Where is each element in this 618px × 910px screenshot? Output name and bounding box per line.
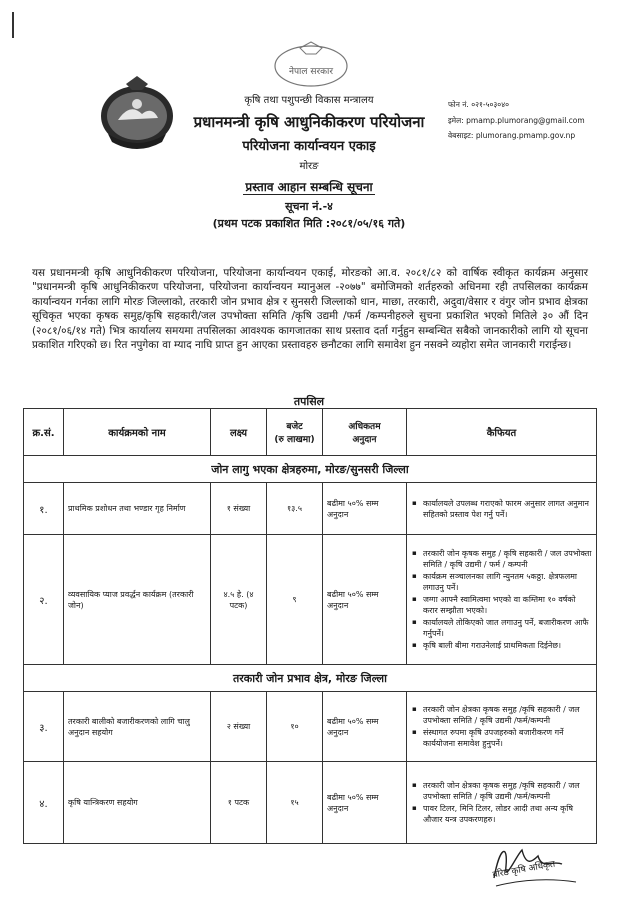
row-grant: बढीमा ५०% सम्म अनुदान bbox=[323, 483, 407, 535]
row-grant: बढीमा ५०% सम्म अनुदान bbox=[323, 535, 407, 665]
row-target: १ पटक bbox=[211, 762, 267, 844]
unit-title: परियोजना कार्यान्वयन एकाइ bbox=[242, 139, 376, 154]
section-row bbox=[24, 456, 597, 483]
svg-text:नेपाल सरकार: नेपाल सरकार bbox=[288, 67, 334, 77]
row-sn: २. bbox=[24, 535, 64, 665]
margin-mark bbox=[12, 12, 14, 38]
table-row bbox=[24, 535, 597, 665]
notice-subject: प्रस्ताव आहान सम्बन्धि सूचना bbox=[245, 180, 373, 194]
table-row bbox=[24, 692, 597, 762]
row-target: १ संख्या bbox=[211, 483, 267, 535]
col-header-grant: अधिकतम अनुदान bbox=[323, 409, 407, 456]
publish-date: (प्रथम पटक प्रकाशित मिति :२०८१/०५/१६ गते) bbox=[212, 217, 406, 230]
row-budget: १३.५ bbox=[267, 483, 323, 535]
row-target: २ संख्या bbox=[211, 692, 267, 762]
remark-item: ▪ कृषि बाली बीमा गराउनेलाई प्राथमिकता दिईनेछ। bbox=[421, 640, 592, 651]
remark-item: ▪ कार्यालयले उपलब्ध गराएको फारम अनुसार लागत अनुमान सहितको प्रस्ताव पेश गर्नु पर्ने। bbox=[421, 498, 592, 520]
notice-number: सूचना नं.-४ bbox=[285, 200, 333, 213]
remark-item: ▪ तरकारी जोन कृषक समुह / कृषि सहकारी / जल उपभोक्ता समिति / कृषि उद्यमी / फर्म / कम्पनी bbox=[421, 548, 592, 570]
col-header-target: लक्ष्य bbox=[211, 409, 267, 456]
remark-item: ▪ कार्यालयले तोकिएको जात लगाउनु पर्ने, बजारीकरण आफै गर्नुपर्ने। bbox=[421, 617, 592, 639]
remark-item: ▪ तरकारी जोन क्षेत्रका कृषक समुह /कृषि सहकारी / जल उपभोक्ता समिति / कृषि उद्यमी /फर्म/कम्पनी bbox=[421, 704, 592, 726]
row-remarks bbox=[407, 483, 597, 535]
row-sn: ३. bbox=[24, 692, 64, 762]
row-program-name: तरकारी बालीको बजारीकरणको लागि चालु अनुदान सहयोग bbox=[64, 692, 211, 762]
remark-item: ▪ संस्थागत रुपमा कृषि उपजहरुको बजारीकरण गर्ने कार्ययोजना समावेश हुनुपर्ने। bbox=[421, 727, 592, 749]
row-budget: ९ bbox=[267, 535, 323, 665]
details-heading: तपसिल bbox=[293, 395, 325, 408]
ministry-name: कृषि तथा पशुपन्छी विकास मन्त्रालय bbox=[244, 95, 374, 106]
contact-phone: फोन नं. ०२१-५०३०४० bbox=[448, 100, 510, 109]
row-grant: बढीमा ५०% सम्म अनुदान bbox=[323, 762, 407, 844]
contact-email: इमेल: pmamp.plumorang@gmail.com bbox=[448, 116, 585, 125]
row-program-name: व्यवसायिक प्याज प्रवर्द्धन कार्यक्रम (तरकारी जोन) bbox=[64, 535, 211, 665]
row-program-name: प्राथमिक प्रशोधन तथा भण्डार गृह निर्माण bbox=[64, 483, 211, 535]
programs-table bbox=[23, 408, 597, 844]
row-sn: ४. bbox=[24, 762, 64, 844]
contact-website: वेबसाइट: plumorang.pmamp.gov.np bbox=[448, 131, 576, 140]
table-header-row bbox=[24, 409, 597, 456]
signatory-title: वरिष्ठ कृषि अधिकृत bbox=[491, 859, 556, 881]
col-header-name: कार्यक्रमको नाम bbox=[64, 409, 211, 456]
row-target: ४.५ हे. (४ पटक) bbox=[211, 535, 267, 665]
remark-item: ▪ पावर टिलर, मिनि टिलर, लोडर आदी तथा अन्य कृषि औजार यन्त्र उपकरणहरु। bbox=[421, 803, 592, 825]
row-program-name: कृषि यान्त्रिकरण सहयोग bbox=[64, 762, 211, 844]
row-budget: १५ bbox=[267, 762, 323, 844]
remark-item: ▪ कार्यक्रम सञ्चालनका लागि न्युनतम ५कठ्ठा. क्षेत्रफलमा लगाउनु पर्ने। bbox=[421, 571, 592, 593]
col-header-sn: क्र.सं. bbox=[24, 409, 64, 456]
section-row bbox=[24, 665, 597, 692]
row-remarks bbox=[407, 692, 597, 762]
office-seal-stamp bbox=[272, 40, 350, 88]
remark-item: ▪ जग्गा आफ्नै स्वामित्वमा भएको वा कम्तिमा १० वर्षको करार सम्झौता भएको। bbox=[421, 594, 592, 616]
row-remarks bbox=[407, 535, 597, 665]
row-budget: १० bbox=[267, 692, 323, 762]
project-title: प्रधानमन्त्री कृषि आधुनिकीकरण परियोजना bbox=[193, 113, 425, 131]
remark-item: ▪ तरकारी जोन क्षेत्रका कृषक समुह /कृषि सहकारी / जल उपभोक्ता समिति / कृषि उद्यमी /फर्म/कम्पनी bbox=[421, 780, 592, 802]
section-title: जोन लागु भएका क्षेत्रहरुमा, मोरङ/सुनसरी जिल्ला bbox=[24, 456, 597, 483]
col-header-budget: बजेट (रु लाखमा) bbox=[267, 409, 323, 456]
row-sn: १. bbox=[24, 483, 64, 535]
row-grant: बढीमा ५०% सम्म अनुदान bbox=[323, 692, 407, 762]
notice-body: यस प्रधानमन्त्री कृषि आधुनिकीकरण परियोजना, परियोजना कार्यान्वयन एकाई, मोरङको आ.व. २०८१/८२ को वार्षिक स्वीकृत कार्यक्रम अनुसार "प्रधानमन्त्री कृषि आधुनिकीकरण परियोजना, परियोजना कार्यान्वयन म्यानुअल -२०७७" बमोजिमको शर्तहरुको अधिनमा रही तपसिलका कार्यक्रम कार्यान्वयन गर्नका लागि मोरङ जिल्लाको, तरकारी जोन प्रभाव क्षेत्र र सुनसरी जिल्लाको धान, माछा, तरकारी, अदुवा/वेसार र वंगुर जोन प्रभाव क्षेत्रका सूचिकृत भएका कृषक समुह/कृषि सहकारी/जल उपभोक्ता समिति /कृषि उद्यमी /फर्म /कम्पनीहरुले सुचना प्रकाशित भएको मितिले ३० औं दिन (२०८१/०६/१४ गते) भित्र कार्यालय समयमा तपसिलका आवश्यक कागजातका साथ प्रस्ताव दर्ता गर्नुहुन सम्बन्धित सबैको जानकारीको लागि यो सूचना प्रकाशित गरिएको छ। रित नपुगेका वा म्याद नाघि प्राप्त हुन आएका प्रस्तावहरु छनौटका लागि समावेश हुन नसक्ने व्यहोरा समेत जानकारी गराईन्छ। bbox=[32, 267, 588, 352]
col-header-remarks: कैफियत bbox=[407, 409, 597, 456]
table-row bbox=[24, 483, 597, 535]
office-location: मोरङ bbox=[299, 161, 319, 172]
section-title: तरकारी जोन प्रभाव क्षेत्र, मोरङ जिल्ला bbox=[24, 665, 597, 692]
